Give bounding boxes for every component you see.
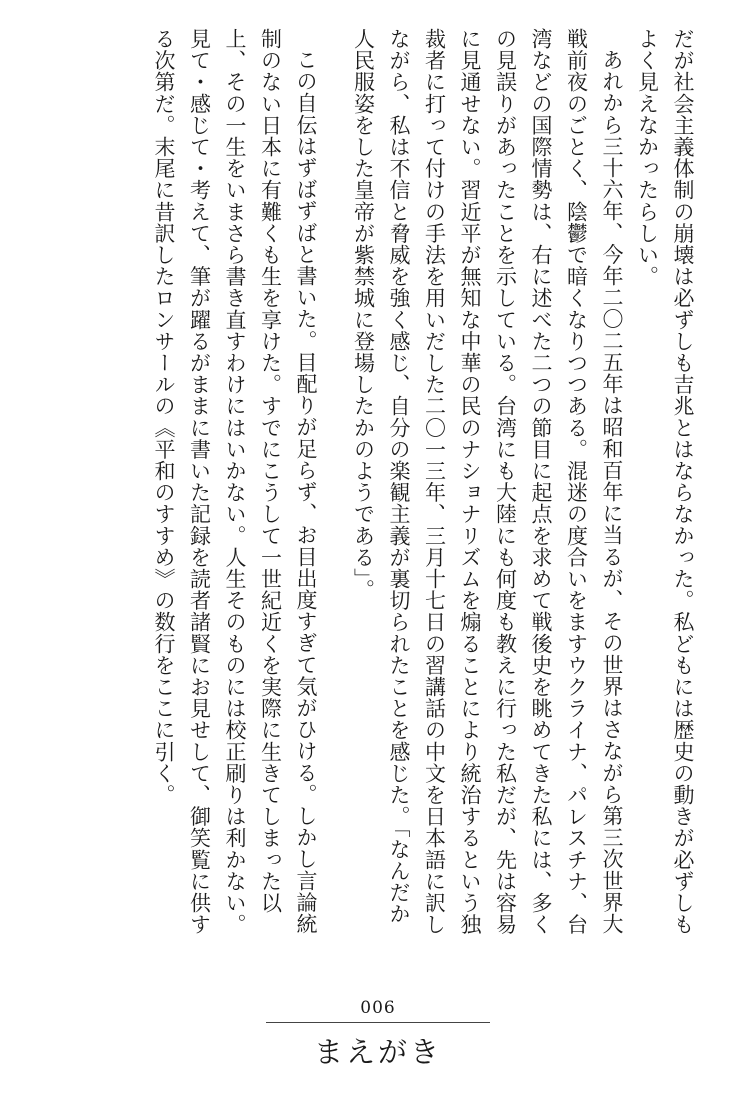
- paragraph-1: だが社会主義体制の崩壊は必ずしも吉兆とはならなかった。私どもには歴史の動きが必ずしもよく見えなかったらしい。: [635, 28, 695, 936]
- running-head: まえがき: [313, 1035, 442, 1069]
- page-number: 006: [360, 998, 396, 1018]
- footer-divider: [266, 1022, 490, 1023]
- vertical-text-body: [60, 28, 700, 938]
- paragraph-2: あれから三十六年、今年二〇二五年は昭和百年に当るが、その世界はさながら第三次世界大戦前夜のごとく、陰鬱で暗くなりつつある。混迷の度合いをますウクライナ、パレスチナ、台湾などの国際情勢は、右に述べた二つの節目に起点を求めて戦後史を眺めてきた私には、多くの見誤りがあったことを示している。台湾にも大陸にも何度も教えに行った私だが、先は容易に見通せない。習近平が無知な中華の民のナショナリズムを煽ることにより統治するという独裁者に打って付けの手法を用いだした二〇一三年、三月十七日の習講話の中文を日本語に訳しながら、私は不信と脅威を強く感じ、自分の楽観主義が裏切られたことを感じた。「なんだか人民服姿をした皇帝が紫禁城に登場したかのようである」。: [351, 28, 624, 936]
- paragraph-3: この自伝はずばずばと書いた。目配りが足らず、お目出度すぎて気がひける。しかし言論統制のない日本に有難くも生を享けた。すでにこうして一世紀近くを実際に生きてしまった以上、その一生をいまさら書き直すわけにはいかない。人生そのものには校正刷りは利かない。見て・感じて・考えて、筆が躍るがままに書いた記録を読者諸賢にお見せして、御笑覧に供する次第だ。末尾に昔訳したロンサールの《平和のすすめ》の数行をここに引く。: [152, 28, 318, 936]
